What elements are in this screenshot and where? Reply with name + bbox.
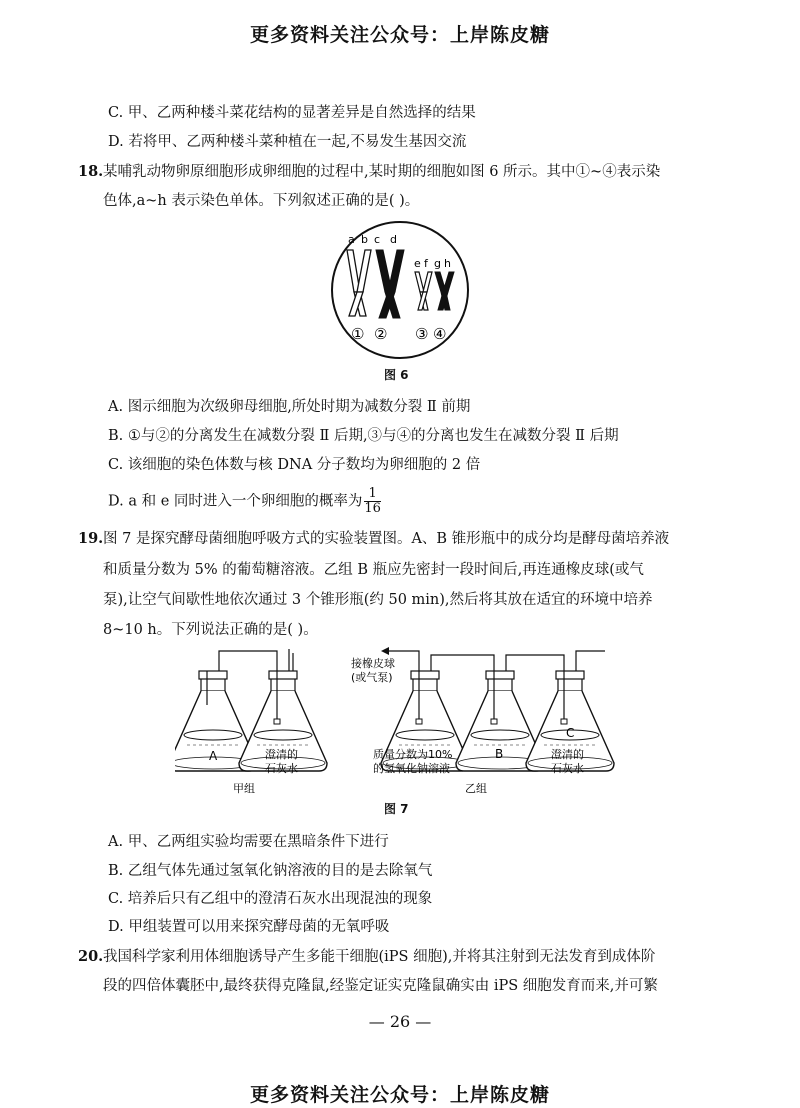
- chromatid-label-a: a: [348, 233, 355, 246]
- q18-option-d: [108, 487, 381, 516]
- chromosome-1: [347, 250, 371, 316]
- tube-b-to-c: [506, 655, 564, 671]
- label-naoh-1: 质量分数为10%: [373, 748, 453, 761]
- chromatid-label-g: g: [434, 257, 441, 270]
- q18-number: 18.: [78, 163, 104, 180]
- q18-option-b: B. ①与②的分离发生在减数分裂 Ⅱ 后期,③与④的分离也发生在减数分裂 Ⅱ 后期: [108, 428, 619, 444]
- label-group-jia: 甲组: [233, 782, 255, 795]
- q19-option-d: D. 甲组装置可以用来探究酵母菌的无氧呼吸: [108, 919, 390, 935]
- tube-outlet: [576, 651, 605, 671]
- figure-7-caption: 图 7: [384, 802, 409, 816]
- label-limewater-1b: 石灰水: [265, 762, 298, 775]
- q20-stem-line1: 我国科学家利用体细胞诱导产生多能干细胞(iPS 细胞),并将其注射到无法发育到成体阶: [103, 949, 656, 965]
- q19-stem-line4: 8~10 h。下列说法正确的是( )。: [103, 622, 318, 638]
- q18-option-d-text: D. a 和 e 同时进入一个卵细胞的概率为: [108, 493, 363, 510]
- header-banner: 更多资料关注公众号：上岸陈皮糖: [249, 24, 550, 46]
- q18-option-a: A. 图示细胞为次级卵母细胞,所处时期为减数分裂 Ⅱ 前期: [108, 399, 471, 415]
- page-number: — 26 —: [368, 1012, 432, 1031]
- chromatid-label-b: b: [361, 233, 368, 246]
- label-flask-c: C: [566, 726, 575, 740]
- tube-jia: [219, 651, 277, 671]
- chromosome-label-3: ③: [415, 325, 429, 343]
- q19-number: 19.: [78, 530, 104, 547]
- q17-option-c: C. 甲、乙两种楼斗菜花结构的显著差异是自然选择的结果: [108, 105, 476, 121]
- figure-6-cell-diagram: [318, 220, 482, 360]
- q19-option-a: A. 甲、乙两组实验均需要在黑暗条件下进行: [108, 834, 389, 850]
- arrow-icon: [381, 647, 389, 655]
- chromosome-3: [415, 272, 432, 310]
- figure-7-apparatus-diagram: [175, 645, 615, 805]
- chromosome-label-1: ①: [351, 325, 365, 343]
- chromatid-label-h: h: [444, 257, 451, 270]
- q19-stem-line1: 图 7 是探究酵母菌细胞呼吸方式的实验装置图。A、B 锥形瓶中的成分均是酵母菌培养液: [103, 531, 670, 547]
- q19-stem-line3: 泵),让空气间歇性地依次通过 3 个锥形瓶(约 50 min),然后将其放在适宜的环境中培养: [103, 592, 653, 608]
- q20-stem-line2: 段的四倍体囊胚中,最终获得克隆鼠,经鉴定证实克隆鼠确实由 iPS 细胞发育而来,并可繁: [103, 978, 658, 994]
- tube-naoh-to-b: [431, 655, 494, 671]
- fraction-numerator: 1: [364, 487, 381, 502]
- chromosome-label-4: ④: [433, 325, 447, 343]
- label-limewater-2b: 石灰水: [551, 762, 584, 775]
- label-pump-2: (或气泵): [351, 671, 393, 684]
- chromosome-4: [435, 272, 454, 310]
- figure-6-caption: 图 6: [384, 368, 409, 382]
- q19-stem-line2: 和质量分数为 5% 的葡萄糖溶液。乙组 B 瓶应先密封一段时间后,再连通橡皮球(或气: [103, 562, 644, 578]
- label-flask-b: B: [495, 747, 504, 761]
- q18-option-c: C. 该细胞的染色体数与核 DNA 分子数均为卵细胞的 2 倍: [108, 457, 481, 473]
- chromosome-label-2: ②: [374, 325, 388, 343]
- label-pump-1: 接橡皮球: [351, 657, 395, 670]
- q19-option-c: C. 培养后只有乙组中的澄清石灰水出现混浊的现象: [108, 891, 433, 907]
- q17-option-d: D. 若将甲、乙两种楼斗菜种植在一起,不易发生基因交流: [108, 134, 467, 150]
- chromatid-label-e: e: [414, 257, 421, 270]
- label-limewater-2a: 澄清的: [551, 748, 584, 761]
- footer-banner: 更多资料关注公众号：上岸陈皮糖: [249, 1084, 550, 1106]
- fraction-1-16: [364, 487, 381, 516]
- q20-number: 20.: [78, 948, 104, 965]
- label-limewater-1a: 澄清的: [265, 748, 298, 761]
- label-flask-a: A: [209, 749, 218, 763]
- q19-option-b: B. 乙组气体先通过氢氧化钠溶液的目的是去除氧气: [108, 863, 433, 879]
- chromatid-label-c: c: [374, 233, 381, 246]
- fraction-denominator: 16: [364, 501, 381, 516]
- label-naoh-2: 的氢氧化钠溶液: [373, 762, 450, 775]
- q18-stem-line2: 色体,a~h 表示染色单体。下列叙述正确的是( )。: [103, 193, 420, 209]
- q18-stem-line1: 某哺乳动物卵原细胞形成卵细胞的过程中,某时期的细胞如图 6 所示。其中①~④表示染: [103, 164, 661, 180]
- chromatid-label-d: d: [390, 233, 397, 246]
- chromosome-2: [376, 250, 404, 318]
- chromatid-label-f: f: [424, 257, 428, 270]
- label-group-yi: 乙组: [465, 782, 487, 795]
